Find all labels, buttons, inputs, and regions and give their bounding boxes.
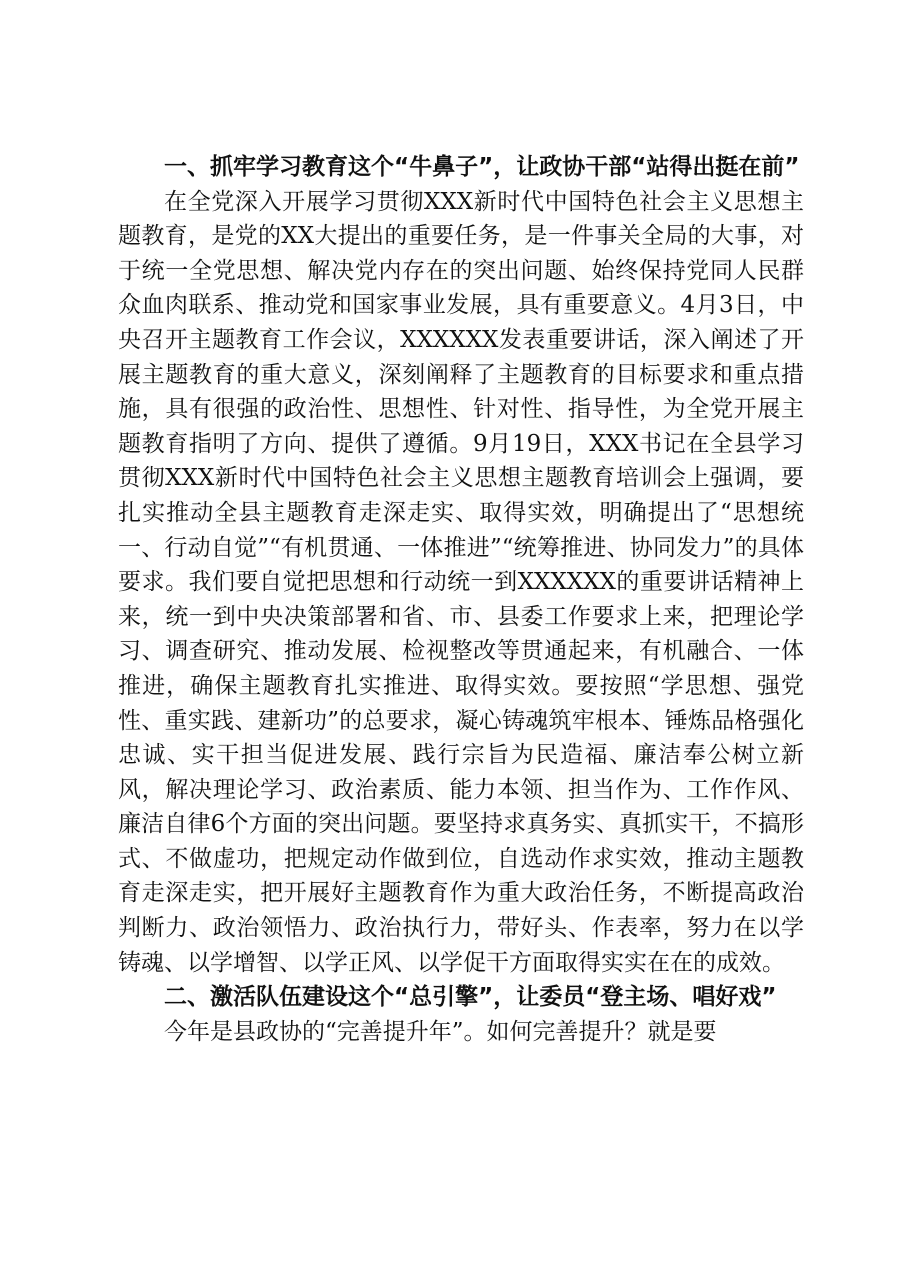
section-2-heading: 二、激活队伍建设这个“总引擎”，让委员“登主场、唱好戏” [164, 984, 777, 1011]
section-2-paragraph: 今年是县政协的“完善提升年”。如何完善提升？就是要 [164, 1018, 717, 1045]
document-body [118, 150, 804, 1049]
section-1-paragraph: 在全党深入开展学习贯彻XXX新时代中国特色社会主义思想主题教育，是党的XX大提出的重要任务，是一件事关全局的大事，对于统一全党思想、解决党内存在的突出问题、始终保持党同人民群众血肉联系、推动党和国家事业发展，具有重要意义。4月3日，中央召开主题教育工作会议，XXXXXX发表重要讲话，深入阐述了开展主题教育的重大意义，深刻阐释了主题教育的目标要求和重点措施，具有很强的政治性、思想性、针对性、指导性，为全党开展主题教育指明了方向、提供了遵循。9月19日，XXX书记在全县学习贯彻XXX新时代中国特色社会主义思想主题教育培训会上强调，要扎实推动全县主题教育走深走实、取得实效，明确提出了“思想统一、行动自觉”“有机贯通、一体推进”“统筹推进、协同发力”的具体要求。我们要自觉把思想和行动统一到XXXXXX的重要讲话精神上来，统一到中央决策部署和省、市、县委工作要求上来，把理论学习、调查研究、推动发展、检视整改等贯通起来，有机融合、一体推进，确保主题教育扎实推进、取得实效。要按照“学思想、强党性、重实践、建新功”的总要求，凝心铸魂筑牢根本、锤炼品格强化忠诚、实干担当促进发展、践行宗旨为民造福、廉洁奉公树立新风，解决理论学习、政治素质、能力本领、担当作为、工作作风、廉洁自律6个方面的突出问题。要坚持求真务实、真抓实干，不搞形式、不做虚功，把规定动作做到位，自选动作求实效，推动主题教育走深走实，把开展好主题教育作为重大政治任务，不断提高政治判断力、政治领悟力、政治执行力，带好头、作表率，努力在以学铸魂、以学增智、以学正风、以学促干方面取得实实在在的成效。 [118, 188, 804, 976]
section-1-heading: 一、抓牢学习教育这个“牛鼻子”，让政协干部“站得出挺在前” [164, 154, 800, 180]
